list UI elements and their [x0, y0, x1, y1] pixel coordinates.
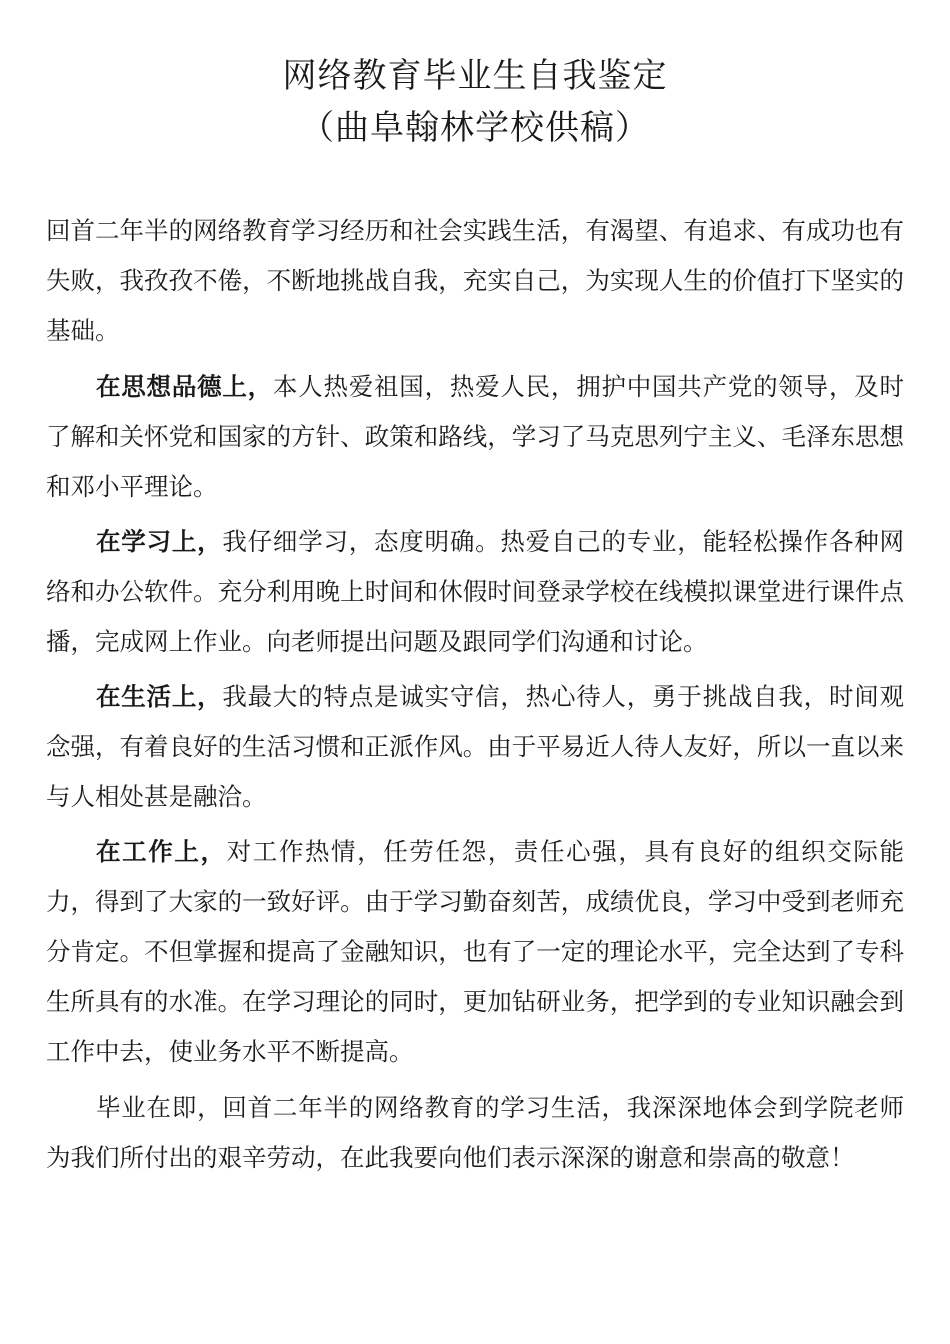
section-work-text: 对工作热情，任劳任怨，责任心强，具有良好的组织交际能力，得到了大家的一致好评。由于学习勤奋刻苦，成绩优良，学习中受到老师充分肯定。不但掌握和提高了金融知识，也有了一定的理论水平，完全达到了专科生所具有的水准。在学习理论的同时，更加钻研业务，把学到的专业知识融会到工作中去，使业务水平不断提高。 — [46, 837, 905, 1066]
closing-paragraph: 毕业在即，回首二年半的网络教育的学习生活，我深深地体会到学院老师为我们所付出的艰辛劳动，在此我要向他们表示深深的谢意和崇高的敬意！ — [46, 1093, 904, 1172]
section-life-lead: 在生活上， — [96, 682, 223, 711]
section-life-text: 我最大的特点是诚实守信，热心待人，勇于挑战自我，时间观念强，有着良好的生活习惯和正派作风。由于平易近人待人友好，所以一直以来与人相处甚是融洽。 — [46, 682, 905, 811]
section-study-lead: 在学习上， — [96, 527, 223, 556]
intro-paragraph: 回首二年半的网络教育学习经历和社会实践生活，有渴望、有追求、有成功也有失败，我孜孜不倦，不断地挑战自我，充实自己，为实现人生的价值打下坚实的基础。 — [46, 216, 904, 345]
section-work-lead: 在工作上， — [96, 837, 227, 866]
section-study-text: 我仔细学习，态度明确。热爱自己的专业，能轻松操作各种网络和办公软件。充分利用晚上时间和休假时间登录学校在线模拟课堂进行课件点播，完成网上作业。向老师提出问题及跟同学们沟通和讨论。 — [46, 527, 905, 656]
document-title: 网络教育毕业生自我鉴定 — [282, 56, 668, 96]
section-moral-paragraph — [46, 362, 904, 512]
section-moral-text: 本人热爱祖国，热爱人民，拥护中国共产党的领导，及时了解和关怀党和国家的方针、政策和路线，学习了马克思列宁主义、毛泽东思想和邓小平理论。 — [46, 372, 904, 501]
section-work-paragraph — [46, 827, 904, 1077]
section-moral-lead: 在思想品德上， — [96, 372, 273, 401]
document-subtitle: （曲阜翰林学校供稿） — [300, 108, 650, 148]
section-study-paragraph — [46, 517, 904, 667]
section-life-paragraph — [46, 672, 904, 822]
